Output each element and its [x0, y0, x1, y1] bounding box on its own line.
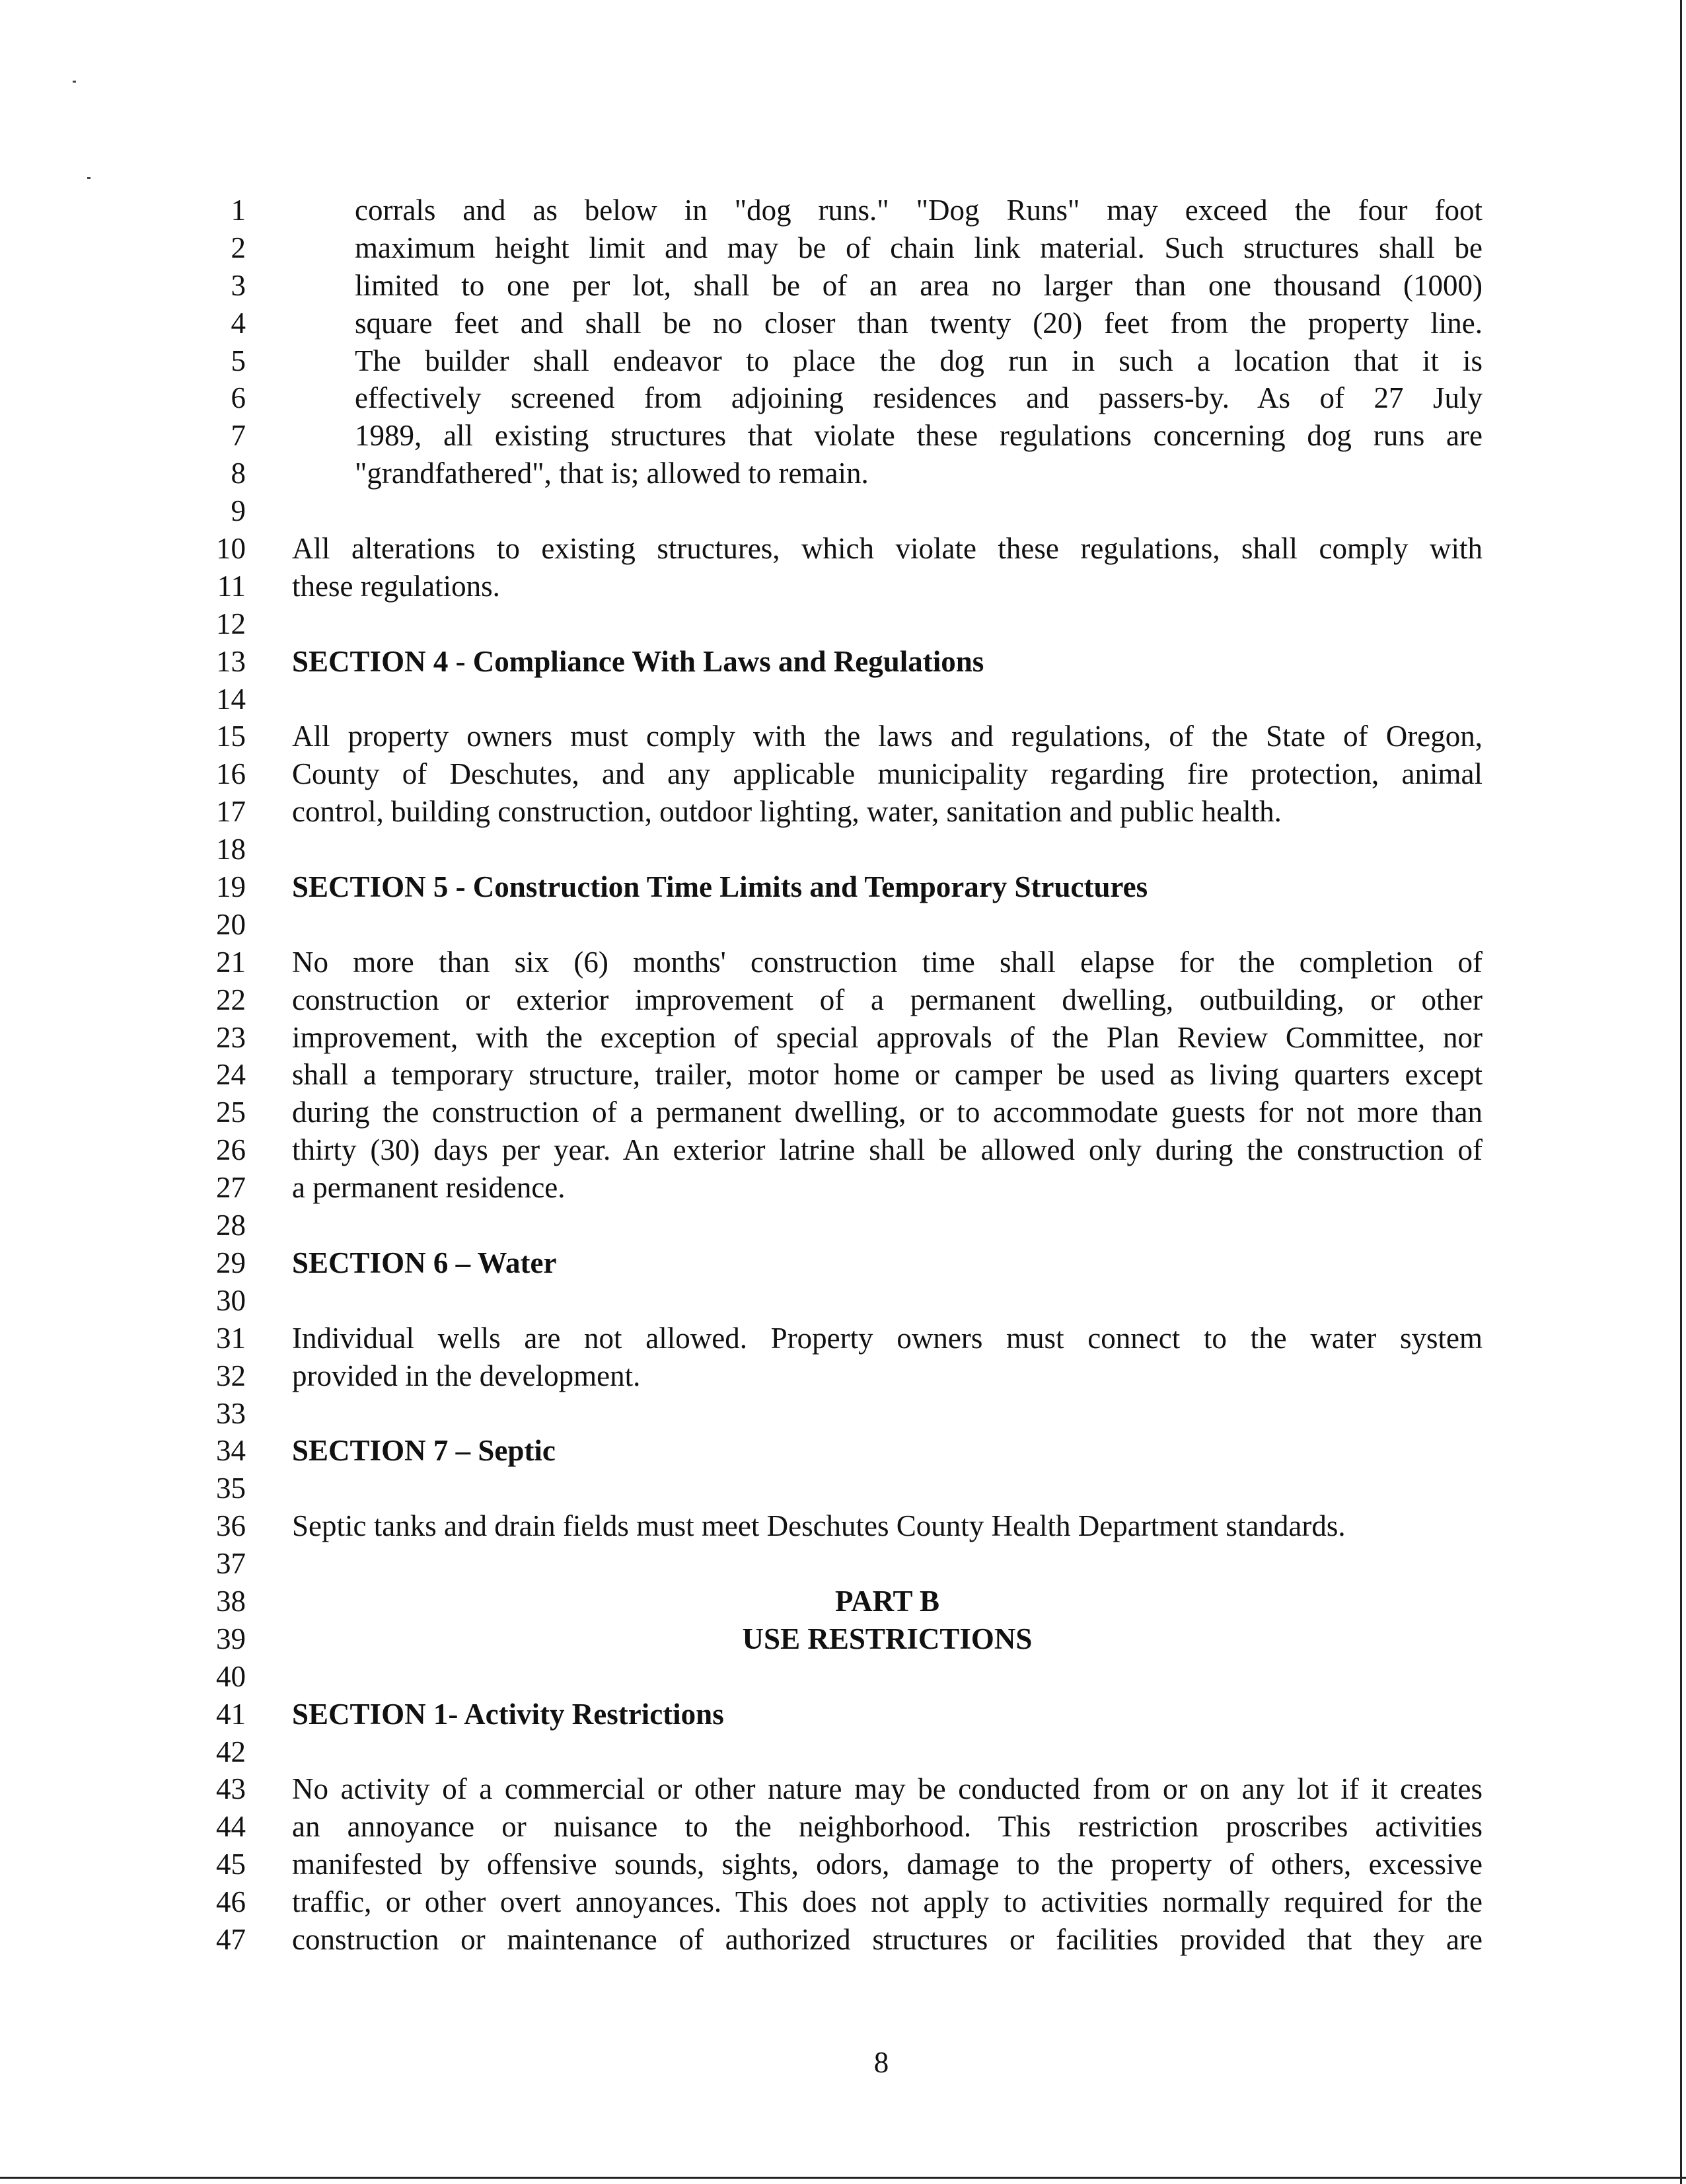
line-text: SECTION 6 – Water [292, 1246, 557, 1279]
document-line [0, 605, 1686, 643]
line-text: maximum height limit and may be of chain link material. Such structures shall be [355, 231, 1483, 264]
line-text: shall a temporary structure, trailer, motor home or camper be used as living quarters except [292, 1058, 1483, 1092]
line-text: The builder shall endeavor to place the dog run in such a location that it is [355, 344, 1483, 377]
section-heading-line [0, 1620, 1686, 1658]
document-line [0, 568, 1686, 605]
line-number: 31 [216, 1321, 246, 1355]
document-line [0, 1658, 1686, 1696]
line-number: 43 [216, 1772, 246, 1806]
document-line [0, 305, 1686, 342]
document-line [0, 1733, 1686, 1771]
line-number: 4 [231, 306, 246, 340]
document-line [0, 906, 1686, 944]
document-line [0, 1846, 1686, 1883]
line-number: 46 [216, 1885, 246, 1919]
line-text: an annoyance or nuisance to the neighborhood. This restriction proscribes activities [292, 1810, 1483, 1844]
line-text: construction or exterior improvement of a permanent dwelling, outbuilding, or other [292, 983, 1483, 1016]
section-heading-line [0, 868, 1686, 906]
document-line [0, 1507, 1686, 1545]
line-number: 12 [216, 607, 246, 640]
document-line [0, 1169, 1686, 1207]
line-number: 15 [216, 720, 246, 753]
line-text: control, building construction, outdoor lighting, water, sanitation and public health. [292, 795, 1282, 829]
line-text: corrals and as below in "dog runs." "Dog Runs" may exceed the four foot [355, 194, 1483, 227]
line-number: 36 [216, 1509, 246, 1543]
line-number: 21 [216, 945, 246, 979]
line-text: All alterations to existing structures, which violate these regulations, shall comply with [292, 532, 1483, 566]
line-number: 5 [231, 344, 246, 377]
line-number: 1 [231, 194, 246, 227]
line-number: 22 [216, 983, 246, 1016]
document-line [0, 192, 1686, 229]
line-number: 28 [216, 1209, 246, 1242]
line-number: 45 [216, 1848, 246, 1881]
line-number: 7 [231, 419, 246, 453]
line-number: 17 [216, 795, 246, 829]
line-number: 9 [231, 494, 246, 528]
line-text: All property owners must comply with the laws and regulations, of the State of Oregon, [292, 720, 1483, 753]
document-line [0, 267, 1686, 305]
scan-speck [87, 177, 91, 179]
line-number: 32 [216, 1359, 246, 1392]
line-number: 38 [216, 1584, 246, 1618]
document-line [0, 1395, 1686, 1433]
line-number: 34 [216, 1434, 246, 1468]
line-text: SECTION 4 - Compliance With Laws and Regulations [292, 644, 984, 678]
document-line [0, 455, 1686, 492]
line-number: 39 [216, 1622, 246, 1655]
line-number: 44 [216, 1810, 246, 1844]
line-number: 16 [216, 757, 246, 791]
line-number: 6 [231, 381, 246, 415]
document-line [0, 1131, 1686, 1169]
document-body [0, 192, 1686, 1959]
document-line [0, 1921, 1686, 1959]
line-text: Septic tanks and drain fields must meet Deschutes County Health Department standards. [292, 1509, 1346, 1543]
line-text: effectively screened from adjoining residences and passers-by. As of 27 July [355, 381, 1483, 415]
document-line [0, 229, 1686, 267]
document-line [0, 1019, 1686, 1057]
line-number: 27 [216, 1171, 246, 1205]
section-heading-line [0, 1696, 1686, 1733]
line-text: USE RESTRICTIONS [742, 1622, 1033, 1655]
line-text: County of Deschutes, and any applicable municipality regarding fire protection, animal [292, 757, 1483, 791]
line-number: 20 [216, 907, 246, 941]
line-number: 47 [216, 1922, 246, 1956]
line-number: 11 [217, 569, 246, 603]
line-text: traffic, or other overt annoyances. This does not apply to activities normally required for the [292, 1885, 1483, 1919]
line-text: thirty (30) days per year. An exterior latrine shall be allowed only during the construction of [292, 1133, 1483, 1167]
line-number: 37 [216, 1547, 246, 1581]
line-text: 1989, all existing structures that violate these regulations concerning dog runs are [355, 419, 1483, 453]
document-line [0, 718, 1686, 755]
document-line [0, 1094, 1686, 1131]
line-number: 3 [231, 268, 246, 302]
line-number: 2 [231, 231, 246, 264]
line-number: 26 [216, 1133, 246, 1167]
line-text: these regulations. [292, 569, 500, 603]
document-line [0, 1770, 1686, 1808]
document-line [0, 492, 1686, 530]
line-text: Individual wells are not allowed. Property owners must connect to the water system [292, 1321, 1483, 1355]
document-line [0, 1357, 1686, 1395]
document-line [0, 1808, 1686, 1846]
line-number: 41 [216, 1697, 246, 1731]
line-text: No activity of a commercial or other nature may be conducted from or on any lot if it creates [292, 1772, 1483, 1806]
line-text: provided in the development. [292, 1359, 641, 1392]
document-line [0, 1883, 1686, 1921]
line-number: 18 [216, 833, 246, 866]
line-number: 35 [216, 1472, 246, 1505]
line-text: during the construction of a permanent dwelling, or to accommodate guests for not more than [292, 1096, 1483, 1129]
line-number: 13 [216, 644, 246, 678]
line-number: 29 [216, 1246, 246, 1279]
document-line [0, 1470, 1686, 1507]
section-heading-line [0, 643, 1686, 681]
line-number: 25 [216, 1096, 246, 1129]
document-line [0, 1320, 1686, 1357]
page-number: 8 [873, 2046, 889, 2079]
document-line [0, 793, 1686, 831]
section-heading-line [0, 1583, 1686, 1620]
document-line [0, 755, 1686, 793]
document-line [0, 417, 1686, 455]
line-text: "grandfathered", that is; allowed to remain. [355, 457, 869, 490]
line-text: square feet and shall be no closer than twenty (20) feet from the property line. [355, 306, 1483, 340]
document-line [0, 342, 1686, 380]
document-line [0, 981, 1686, 1019]
document-line [0, 944, 1686, 981]
line-number: 10 [216, 532, 246, 566]
line-number: 19 [216, 870, 246, 904]
document-line [0, 1282, 1686, 1320]
line-number: 30 [216, 1283, 246, 1317]
document-line [0, 1207, 1686, 1244]
line-text: SECTION 1- Activity Restrictions [292, 1697, 724, 1731]
line-text: construction or maintenance of authorized structures or facilities provided that they are [292, 1922, 1483, 1956]
scan-speck [73, 81, 76, 83]
line-text: improvement, with the exception of special approvals of the Plan Review Committee, nor [292, 1020, 1483, 1054]
line-number: 42 [216, 1735, 246, 1768]
document-line [0, 681, 1686, 718]
line-text: PART B [834, 1584, 940, 1618]
section-heading-line [0, 1244, 1686, 1282]
scan-page-edge-bottom [0, 2177, 1686, 2179]
line-text: SECTION 7 – Septic [292, 1434, 556, 1468]
line-text: limited to one per lot, shall be of an area no larger than one thousand (1000) [355, 268, 1483, 302]
line-text: SECTION 5 - Construction Time Limits and Temporary Structures [292, 870, 1148, 904]
line-text: manifested by offensive sounds, sights, odors, damage to the property of others, excessive [292, 1848, 1483, 1881]
document-line [0, 379, 1686, 417]
line-number: 40 [216, 1659, 246, 1693]
section-heading-line [0, 1432, 1686, 1470]
line-number: 8 [231, 457, 246, 490]
line-number: 24 [216, 1058, 246, 1092]
line-number: 23 [216, 1020, 246, 1054]
document-line [0, 1545, 1686, 1583]
line-text: a permanent residence. [292, 1171, 566, 1205]
document-line [0, 530, 1686, 568]
line-number: 33 [216, 1396, 246, 1430]
line-number: 14 [216, 682, 246, 716]
document-line [0, 831, 1686, 868]
line-text: No more than six (6) months' construction time shall elapse for the completion of [292, 945, 1483, 979]
document-line [0, 1056, 1686, 1094]
